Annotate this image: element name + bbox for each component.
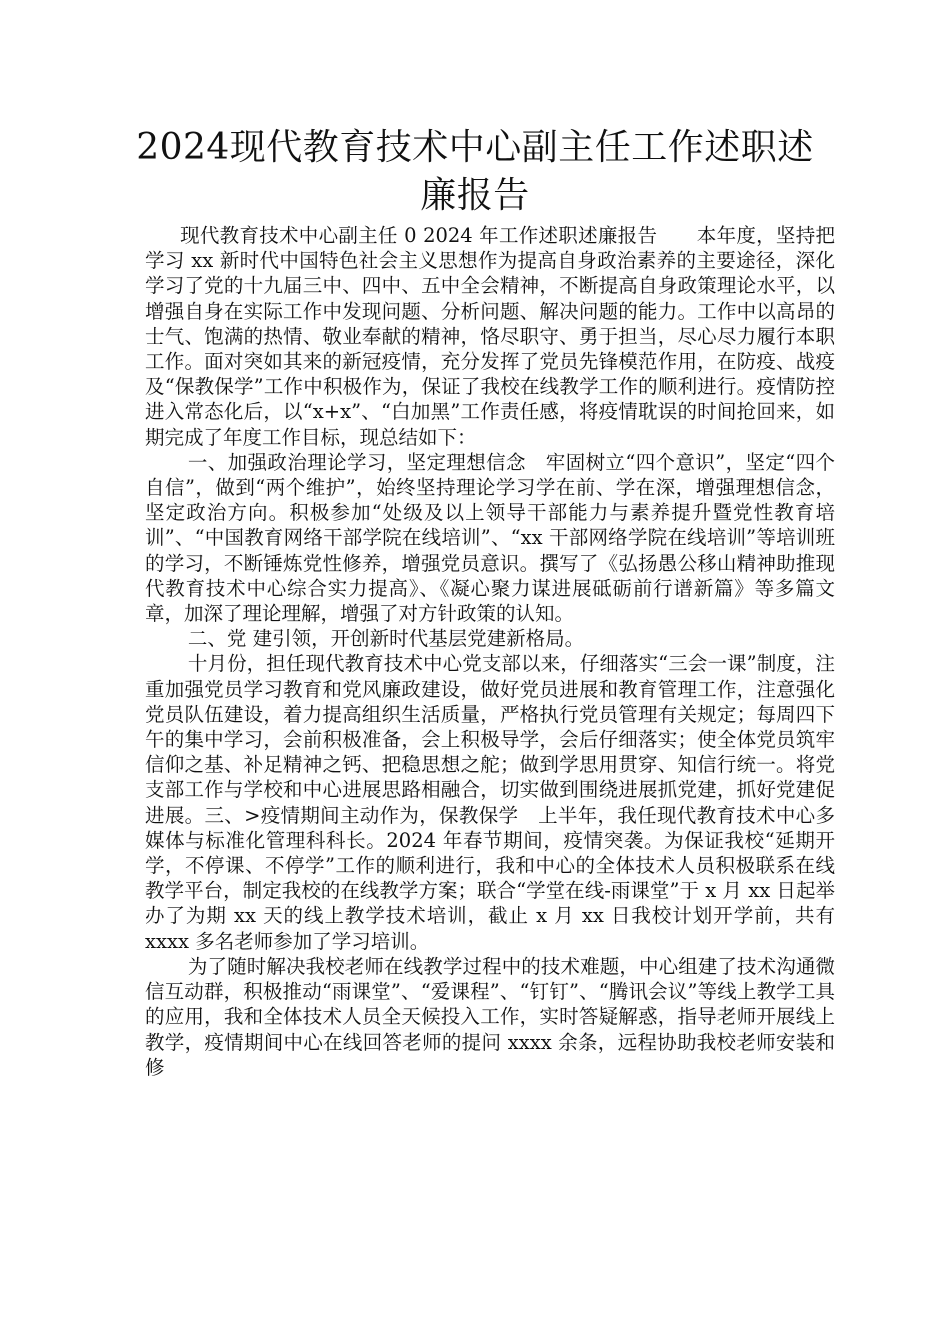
document-body (145, 223, 835, 1080)
paragraph-section-one: 一、加强政治理论学习，坚定理想信念 牢固树立“四个意识”，坚定“四个自信”，做到“两个维护”，始终坚持理论学习学在前、学在深，增强理想信念，坚定政治方向。积极参加“处级及以上领导干部能力与素养提升暨党性教育培训”、“中国教育网络干部学院在线培训”、“xx 干部网络学院在线培训”等培训班的学习，不断锤炼党性修养，增强党员意识。撰写了《弘扬愚公移山精神助推现代教育技术中心综合实力提高》、《凝心聚力谋进展砥砺前行谱新篇》等多篇文章，加深了理论理解，增强了对方针政策的认知。 (145, 450, 835, 626)
paragraph-party-building: 十月份，担任现代教育技术中心党支部以来，仔细落实“三会一课”制度，注重加强党员学习教育和党风廉政建设，做好党员进展和教育管理工作，注意强化党员队伍建设，着力提高组织生活质量，严格执行党员管理有关规定；每周四下午的集中学习，会前积极准备，会上积极导学，会后仔细落实；使全体党员筑牢信仰之基、补足精神之钙、把稳思想之舵；做到学思用贯穿、知信行统一。将党支部工作与学校和中心进展思路相融合，切实做到围绕进展抓党建，抓好党建促进展。三、>疫情期间主动作为，保教保学 上半年，我任现代教育技术中心多媒体与标准化管理科科长。2024 年春节期间，疫情突袭。为保证我校“延期开学，不停课、不停学”工作的顺利进行，我和中心的全体技术人员积极联系在线教学平台，制定我校的在线教学方案；联合“学堂在线-雨课堂”于 x 月 xx 日起举办了为期 xx 天的线上教学技术培训，截止 x 月 xx 日我校计划开学前，共有 xxxx 多名老师参加了学习培训。 (145, 652, 835, 953)
paragraph-section-two-heading: 二、党 建引领，开创新时代基层党建新格局。 (187, 627, 585, 651)
document-title: 2024现代教育技术中心副主任工作述职述廉报告 (136, 127, 814, 216)
paragraph-online-teaching: 为了随时解决我校老师在线教学过程中的技术难题，中心组建了技术沟通微信互动群，积极推动“雨课堂”、“爱课程”、“钉钉”、“腾讯会议”等线上教学工具的应用，我和全体技术人员全天候投入工作，实时答疑解惑，指导老师开展线上教学，疫情期间中心在线回答老师的提问 xxxx 余条，远程协助我校老师安装和修 (145, 954, 835, 1079)
paragraph-intro: 现代教育技术中心副主任 0 2024 年工作述职述廉报告 本年度，坚持把学习 xx 新时代中国特色社会主义思想作为提高自身政治素养的主要途径，深化学习了党的十九届三中、四中、五中全会精神，不断提高自身政策理论水平，以增强自身在实际工作中发现问题、分析问题、解决问题的能力。工作中以高昂的士气、饱满的热情、敬业奉献的精神，恪尽职守、勇于担当，尽心尽力履行本职工作。面对突如其来的新冠疫情，充分发挥了党员先锋模范作用，在防疫、战疫及“保教保学”工作中积极作为，保证了我校在线教学工作的顺利进行。疫情防控进入常态化后，以“x+x”、“白加黑”工作责任感，将疫情耽误的时间抢回来，如期完成了年度工作目标，现总结如下： (145, 224, 835, 449)
